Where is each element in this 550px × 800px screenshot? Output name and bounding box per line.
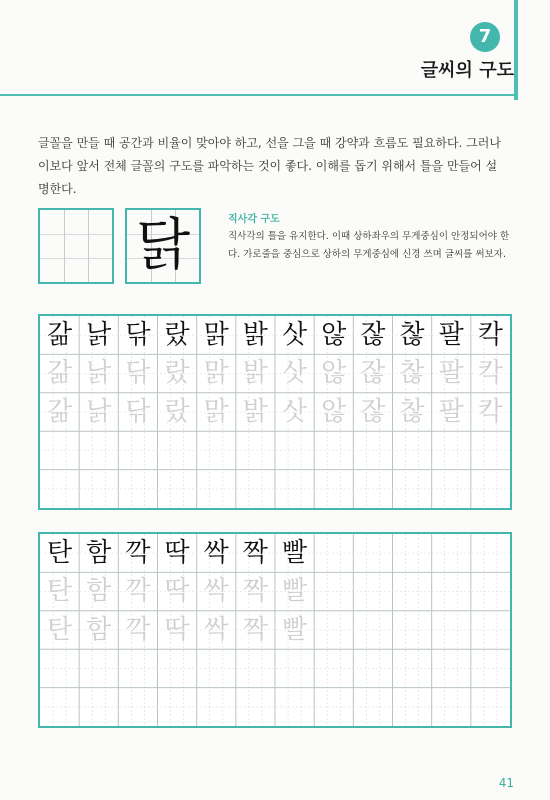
trace-character: 삿: [281, 396, 308, 427]
model-character: 랐: [164, 320, 190, 350]
model-character: 팔: [438, 320, 464, 350]
trace-character: 닦: [125, 358, 151, 389]
trace-character: 찮: [399, 396, 425, 427]
trace-character: 깍: [125, 576, 151, 607]
model-character: 삿: [281, 320, 308, 350]
sample-character: 닭: [135, 213, 191, 278]
model-character: 맑: [203, 320, 229, 350]
trace-character: 짝: [242, 614, 268, 645]
practice-grid-1: [38, 314, 512, 510]
model-row: [40, 316, 510, 354]
trace-character: 함: [86, 614, 112, 645]
page-title: 글씨의 구도: [420, 60, 514, 81]
model-character: 닦: [125, 320, 151, 350]
trace-character: 갊: [47, 396, 73, 427]
header-tab: [514, 0, 518, 100]
trace-character: 싹: [203, 576, 229, 607]
tracing-row: [40, 354, 510, 392]
trace-character: 찮: [399, 358, 425, 389]
trace-character: 맑: [203, 396, 229, 427]
trace-character: 삿: [281, 358, 308, 389]
trace-character: 팔: [438, 396, 464, 427]
trace-character: 밝: [242, 396, 268, 427]
trace-character: 팔: [438, 358, 464, 389]
trace-character: 함: [86, 576, 112, 607]
model-character: 갊: [47, 320, 73, 350]
trace-character: 않: [321, 396, 347, 427]
trace-character: 딱: [164, 614, 190, 645]
trace-character: 잖: [360, 358, 386, 389]
model-character: 빨: [281, 538, 308, 568]
empty-frame-grid: [38, 208, 114, 284]
trace-character: 빨: [281, 614, 308, 645]
model-character: 칵: [477, 320, 503, 350]
tracing-row: [40, 572, 314, 610]
model-character: 찮: [399, 320, 425, 350]
trace-character: 랐: [164, 396, 190, 427]
model-character: 잖: [360, 320, 386, 350]
trace-character: 빨: [281, 576, 308, 607]
trace-character: 칵: [477, 396, 503, 427]
trace-character: 깍: [125, 614, 151, 645]
trace-character: 짝: [242, 576, 268, 607]
trace-character: 갊: [47, 358, 73, 389]
trace-character: 싹: [203, 614, 229, 645]
trace-character: 잖: [360, 396, 386, 427]
header-bar: [0, 0, 518, 100]
trace-character: 밝: [242, 358, 268, 389]
trace-character: 랐: [164, 358, 190, 389]
trace-character: 탄: [47, 576, 73, 607]
model-character: 밝: [242, 320, 268, 350]
intro-paragraph: 글꼴을 만들 때 공간과 비율이 맞아야 하고, 선을 그을 때 강약과 흐름도 필요하다. 그러나 이보다 앞서 전체 글꼴의 구도를 파악하는 것이 좋다. 이해를 돕기 위해서 틀을 만들어 설명한다.: [38, 136, 501, 196]
chapter-badge: 7: [470, 22, 500, 52]
tracing-row: [40, 611, 314, 649]
model-character: 함: [86, 538, 112, 568]
trace-character: 맑: [203, 358, 229, 389]
trace-character: 낡: [86, 358, 112, 389]
model-row: [40, 534, 314, 572]
model-character: 낡: [86, 320, 112, 350]
trace-character: 탄: [47, 614, 73, 645]
trace-character: 닦: [125, 396, 151, 427]
model-character: 깍: [125, 538, 151, 568]
header-rule: [0, 94, 518, 96]
trace-character: 칵: [477, 358, 503, 389]
model-character: 싹: [203, 538, 229, 568]
sample-frame-grid: [125, 208, 201, 284]
model-character: 딱: [164, 538, 190, 568]
trace-character: 딱: [164, 576, 190, 607]
page-number: 41: [498, 776, 514, 790]
tracing-row: [40, 393, 510, 431]
trace-character: 않: [321, 358, 347, 389]
model-character: 않: [321, 320, 347, 350]
model-character: 탄: [47, 538, 73, 568]
model-character: 짝: [242, 538, 268, 568]
practice-grid-2: [38, 532, 512, 728]
trace-character: 낡: [86, 396, 112, 427]
section-title: 직사각 구도: [228, 214, 280, 225]
section-description: 직사각의 틀을 유지한다. 이때 상하좌우의 무게중심이 안정되어야 한다. 가로줄을 중심으로 상하의 무게중심에 신경 쓰며 글씨를 써보자.: [228, 231, 510, 260]
